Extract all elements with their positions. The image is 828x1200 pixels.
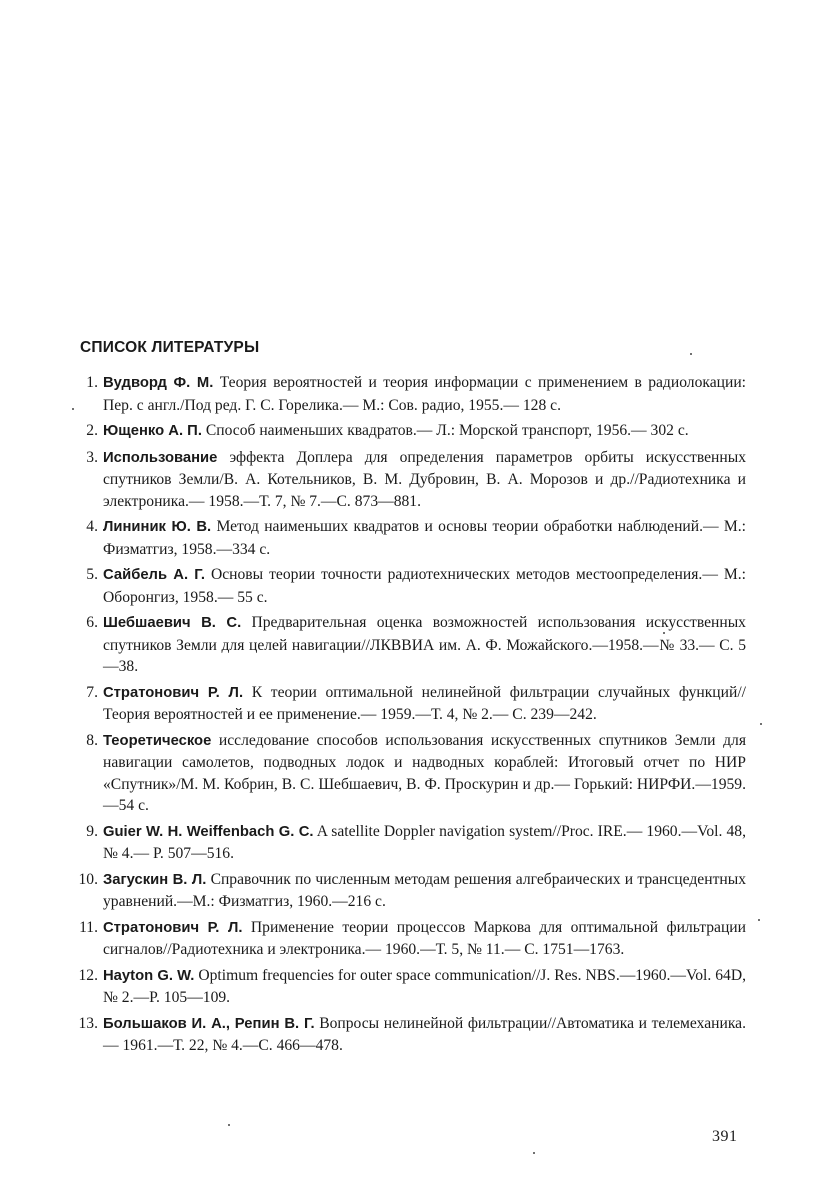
reference-number: 5. (86, 566, 98, 583)
scan-speck (72, 408, 74, 410)
reference-author: Теоретическое (103, 732, 212, 749)
reference-item (70, 564, 746, 608)
reference-item (70, 447, 746, 513)
reference-text: A satellite Doppler navigation system//Proc. IRE.— 1960.—Vol. 48, № 4.— P. 507—516. (103, 822, 746, 862)
reference-author: Стратонович Р. Л. (103, 684, 244, 701)
reference-number: 6. (86, 614, 98, 631)
scan-speck (760, 723, 762, 725)
reference-item (70, 730, 746, 817)
reference-number: 4. (86, 518, 98, 535)
reference-author: Лининик Ю. В. (103, 519, 212, 535)
reference-number: 1. (86, 374, 98, 391)
reference-text: Способ наименьших квадратов.— Л.: Морской транспорт, 1956.— 302 с. (205, 422, 689, 439)
reference-item (70, 682, 746, 726)
reference-author: Вудворд Ф. М. (103, 375, 214, 391)
reference-text: Основы теории точности радиотехнических методов местоопределения.— М.: Оборонгиз, 1958.— 55 с. (103, 566, 747, 606)
reference-item (70, 869, 746, 913)
reference-text: эффекта Доплера для определения параметров орбиты искусственных спутников Земли/В. А. Котельников, В. М. Дубровин, В. А. Морозов и др.//Радиотехника и электроника.— 1958.—Т. 7, № 7.—С. 873—881. (103, 448, 746, 510)
reference-item (70, 965, 746, 1009)
reference-text: Применение теории процессов Маркова для оптимальной фильтрации сигналов//Радиотехника и электроника.— 1960.—Т. 5, № 11.— С. 1751—1763. (103, 918, 747, 958)
reference-item (70, 420, 746, 443)
reference-number: 12. (78, 966, 98, 984)
reference-item (70, 917, 746, 961)
reference-author: Использование (103, 449, 218, 466)
reference-number: 10. (78, 870, 98, 888)
reference-number: 13. (78, 1014, 98, 1032)
reference-number: 3. (86, 448, 98, 466)
reference-author: Загускин В. Л. (103, 871, 207, 888)
reference-author: Ющенко А. П. (103, 423, 202, 439)
reference-author: Hayton G. W. (103, 967, 195, 984)
reference-author: Guier W. H. Weiffenbach G. C. (103, 823, 314, 840)
reference-text: Теория вероятностей и теория информации с применением в радиолокации: Пер. с англ./Под ред. Г. С. Горелика.— М.: Сов. радио, 1955.— 128 с. (103, 374, 747, 414)
section-heading: СПИСОК ЛИТЕРАТУРЫ (80, 339, 260, 356)
reference-item (70, 612, 746, 678)
reference-text: исследование способов использования искусственных спутников Земли для навигации самолетов, подводных лодок и надводных кораблей: Итоговый отчет по НИР «Спутник»/М. М. Кобрин, В. С. Шебшаевич, В. Ф. Проскурин и др.— Горький: НИРФИ.—1959.—54 с. (103, 731, 746, 814)
page-number: 391 (712, 1128, 738, 1145)
reference-text: Метод наименьших квадратов и основы теории обработки наблюдений.— М.: Физматгиз, 1958.—334 с. (103, 518, 747, 558)
reference-number: 2. (86, 422, 98, 439)
reference-author: Шебшаевич В. С. (103, 615, 242, 631)
scan-speck (663, 632, 665, 634)
reference-text: К теории оптимальной нелинейной фильтрации случайных функций//Теория вероятностей и ее применение.— 1959.—Т. 4, № 2.— С. 239—242. (103, 683, 746, 723)
reference-item (70, 1013, 746, 1057)
reference-list (70, 372, 746, 1061)
reference-author: Большаков И. А., Репин В. Г. (103, 1015, 315, 1032)
reference-item (70, 516, 746, 560)
reference-item (70, 372, 746, 416)
reference-item (70, 821, 746, 865)
reference-number: 7. (86, 683, 98, 701)
reference-number: 11. (79, 918, 98, 936)
scan-speck (758, 919, 760, 921)
reference-text: Вопросы нелинейной фильтрации//Автоматика и телемеханика.— 1961.—Т. 22, № 4.—С. 466—478. (103, 1014, 746, 1054)
scan-speck (690, 353, 692, 355)
reference-text: Справочник по численным методам решения алгебраических и трансцедентных уравнений.—М.: Физматгиз, 1960.—216 с. (103, 870, 746, 910)
reference-author: Стратонович Р. Л. (103, 919, 243, 936)
reference-number: 9. (86, 822, 98, 840)
scan-speck (533, 1152, 535, 1154)
reference-text: Optimum frequencies for outer space communication//J. Res. NBS.—1960.—Vol. 64D, № 2.—P. 105—109. (103, 966, 746, 1006)
reference-text: Предварительная оценка возможностей использования искусственных спутников Земли для целей навигации//ЛКВВИА им. А. Ф. Можайского.—1958.—№ 33.— С. 5—38. (103, 614, 746, 675)
reference-number: 8. (86, 731, 98, 749)
scan-speck (228, 1124, 230, 1126)
reference-author: Сайбель А. Г. (103, 567, 205, 583)
